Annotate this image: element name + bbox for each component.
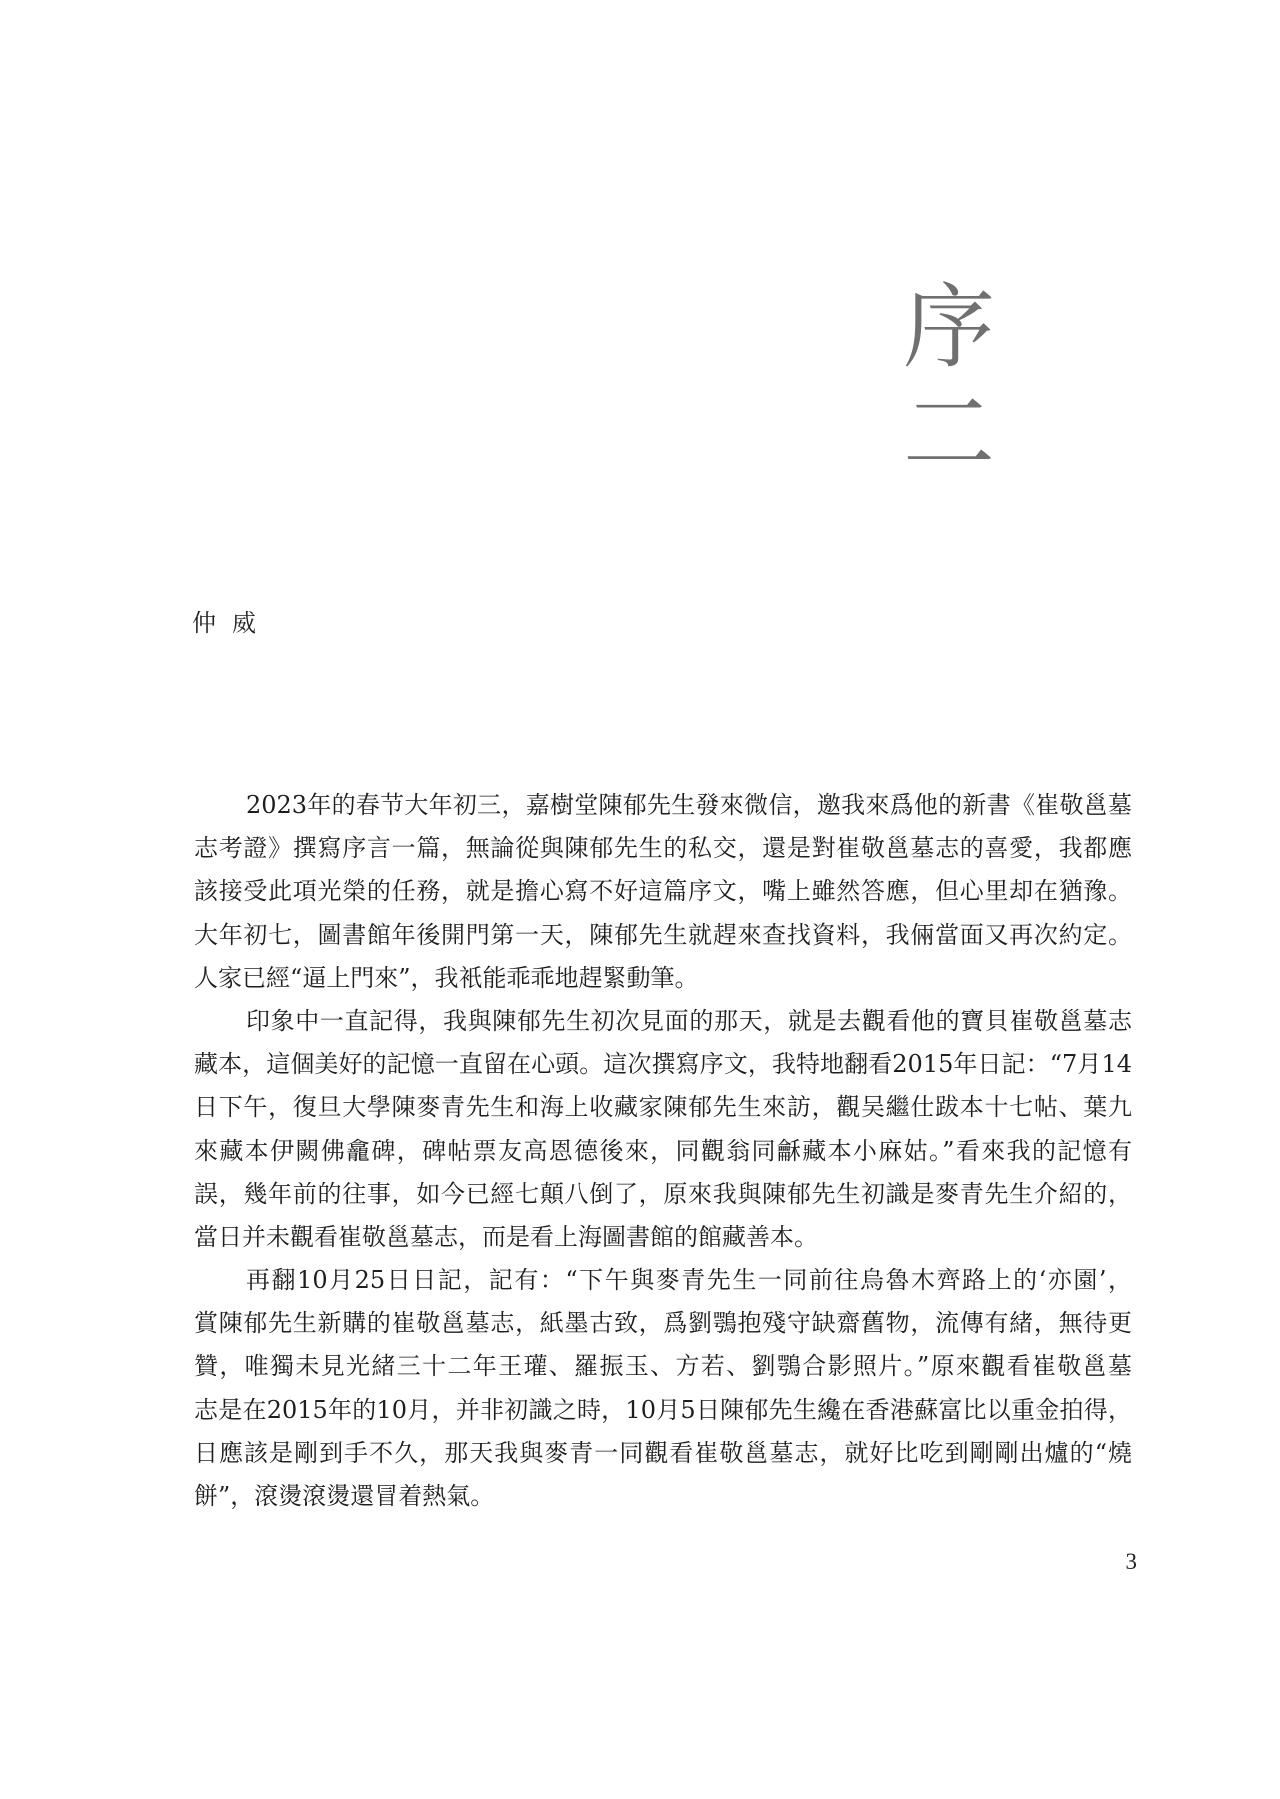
text-line: 印象中一直記得，我與陳郁先生初次見面的那天，就是去觀看他的寶貝崔敬邕墓志 — [246, 1006, 1132, 1035]
page-title — [889, 275, 1009, 487]
text-line: 賞陳郁先生新購的崔敬邕墓志，紙墨古致，爲劉鶚抱殘守缺齋舊物，流傳有緒，無待更 — [194, 1309, 1132, 1338]
text-line: 再翻10月25日日記，記有：“下午與麥青先生一同前往烏魯木齊路上的‘亦園’， — [246, 1266, 1132, 1295]
text-line: 贊，唯獨未見光緒三十二年王瓘、羅振玉、方若、劉鶚合影照片。”原來觀看崔敬邕墓 — [194, 1352, 1132, 1381]
paragraph — [194, 1000, 1132, 1259]
text-line: 該接受此項光榮的任務，就是擔心寫不好這篇序文，嘴上雖然答應，但心里却在猶豫。 — [194, 877, 1132, 906]
paragraph — [194, 784, 1132, 1000]
text-line: 日下午，復旦大學陳麥青先生和海上收藏家陳郁先生來訪，觀吴繼仕跋本十七帖、葉九 — [194, 1093, 1132, 1122]
body-text — [194, 784, 1132, 1518]
text-line: 人家已經“逼上門來”，我衹能乖乖地趕緊動筆。 — [194, 963, 699, 992]
text-line: 餅”，滾燙滾燙還冒着熱氣。 — [194, 1482, 495, 1510]
text-line: 大年初七，圖書館年後開門第一天，陳郁先生就趕來查找資料，我倆當面又再次約定。 — [194, 920, 1132, 949]
paragraph — [194, 1259, 1132, 1518]
text-line: 來藏本伊闕佛龕碑，碑帖票友高恩德後來，同觀翁同龢藏本小麻姑。”看來我的記憶有 — [194, 1136, 1132, 1165]
text-line: 藏本，這個美好的記憶一直留在心頭。這次撰寫序文，我特地翻看2015年日記：“7月14 — [194, 1050, 1132, 1079]
text-line: 2023年的春节大年初三，嘉樹堂陳郁先生發來微信，邀我來爲他的新書《崔敬邕墓 — [246, 791, 1132, 819]
text-line: 志是在2015年的10月，并非初識之時，10月5日陳郁先生纔在香港蘇富比以重金拍得， — [194, 1395, 1132, 1424]
text-line: 誤，幾年前的往事，如今已經七顛八倒了，原來我與陳郁先生初識是麥青先生介紹的， — [194, 1179, 1132, 1208]
title-char: 序 — [902, 274, 995, 381]
text-line: 日應該是剛到手不久，那天我與麥青一同觀看崔敬邕墓志，就好比吃到剛剛出爐的“燒 — [194, 1438, 1132, 1467]
text-line: 志考證》撰寫序言一篇，無論從與陳郁先生的私交，還是對崔敬邕墓志的喜愛，我都應 — [194, 834, 1132, 863]
title-char: 二 — [902, 380, 995, 487]
text-line: 當日并未觀看崔敬邕墓志，而是看上海圖書館的館藏善本。 — [194, 1222, 818, 1251]
page-number: 3 — [1125, 1549, 1137, 1574]
author-name: 仲威 — [192, 609, 272, 637]
